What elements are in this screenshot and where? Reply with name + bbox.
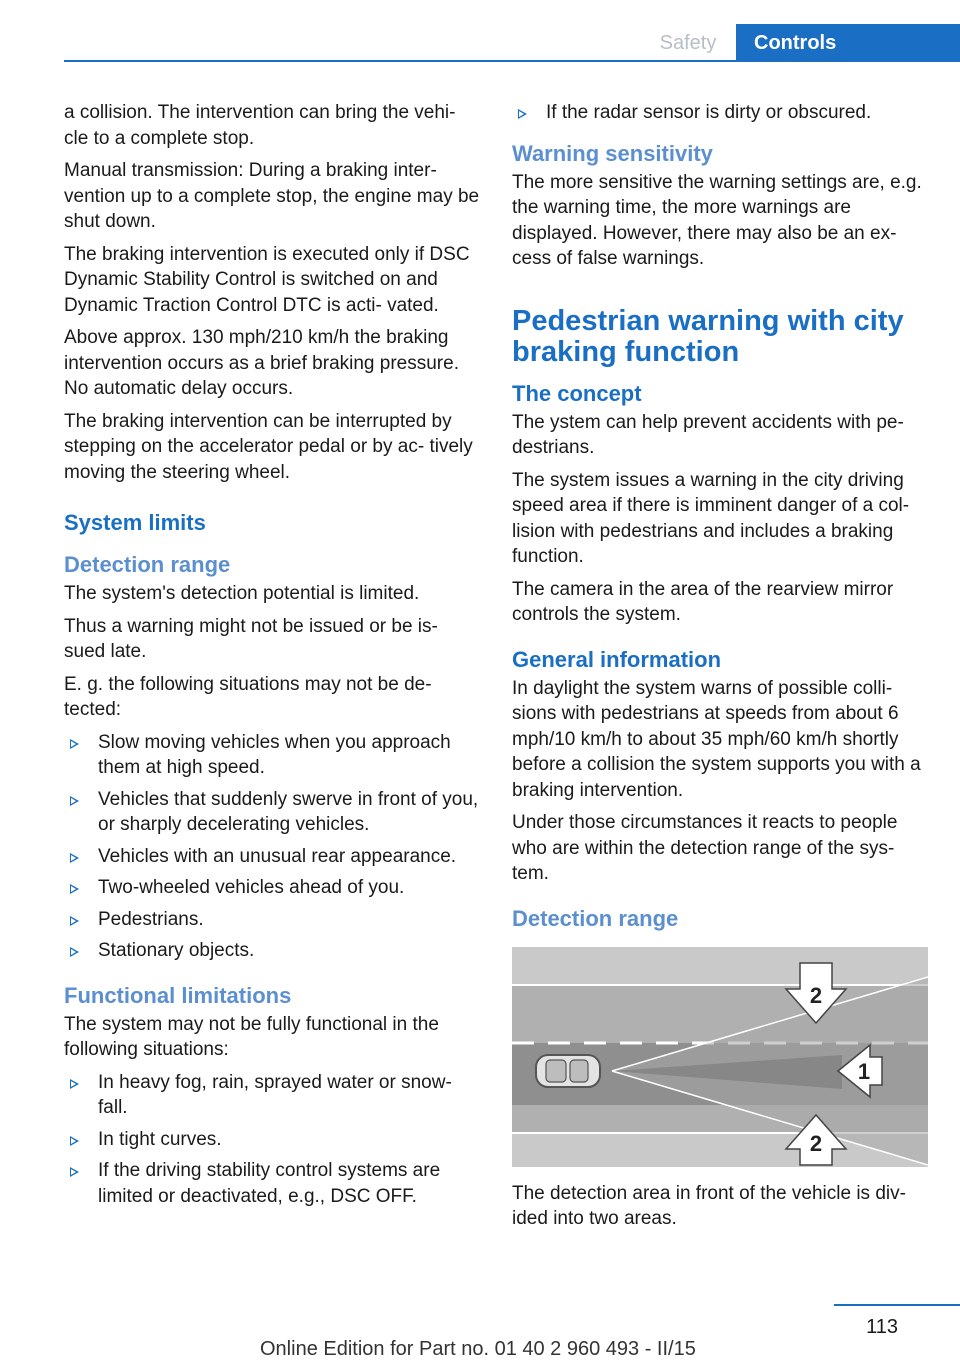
paragraph: In daylight the system warns of possible colli‐ sions with pedestrians at speeds from about 6 mph/10 km/h to about 35 mph/60 km/h shortly before a collision the system supports you with a braking intervention. (512, 677, 921, 801)
list-item: Stationary objects. (64, 938, 480, 964)
bullet-triangle-icon (518, 109, 527, 119)
bullet-triangle-icon (70, 1167, 79, 1177)
heading-the-concept: The concept (512, 380, 642, 406)
list-item: If the driving stability control systems are limited or deactivated, e.g., DSC OFF. (64, 1158, 480, 1209)
page-number: 113 (866, 1316, 898, 1338)
paragraph: E. g. the following situations may not be de‐ tected: (64, 673, 432, 720)
radar-limitation-list (512, 100, 928, 126)
heading-detection-range-right: Detection range (512, 905, 679, 931)
paragraph: The braking intervention is executed only if DSC Dynamic Stability Control is switched on and Dynamic Traction Control DTC is acti‐ vated. (64, 243, 470, 316)
bullet-triangle-icon (70, 853, 79, 863)
detection-range-figure (512, 947, 928, 1167)
svg-text:1: 1 (857, 1058, 871, 1084)
bullet-triangle-icon (70, 739, 79, 749)
footer-rule (834, 1304, 960, 1306)
list-item: Two-wheeled vehicles ahead of you. (64, 875, 480, 901)
paragraph: Manual transmission: During a braking inter‐ vention up to a complete stop, the engine may be shut down. (64, 160, 480, 232)
right-column (512, 100, 928, 1239)
bullet-triangle-icon (70, 1136, 79, 1146)
bullet-triangle-icon (70, 884, 79, 894)
header-rule (64, 60, 960, 62)
left-column (64, 100, 480, 1215)
list-item: In tight curves. (64, 1127, 480, 1153)
figure-caption: The detection area in front of the vehicle is div‐ ided into two areas. (512, 1182, 906, 1229)
functional-limitations-list (64, 1070, 480, 1210)
bullet-triangle-icon (70, 1079, 79, 1089)
heading-functional-limitations: Functional limitations (64, 982, 292, 1008)
vehicle-icon (536, 1055, 600, 1087)
svg-text:2: 2 (809, 982, 823, 1008)
paragraph: a collision. The intervention can bring the vehi‐ cle to a complete stop. (64, 102, 456, 149)
header-section-safety: Safety (659, 31, 717, 54)
list-item: Vehicles with an unusual rear appearance. (64, 844, 480, 870)
paragraph: The system may not be fully functional in the following situations: (64, 1013, 439, 1060)
header-chapter-controls: Controls (736, 24, 960, 62)
paragraph: The camera in the area of the rearview mirror controls the system. (512, 578, 894, 625)
edition-note: Online Edition for Part no. 01 40 2 960 493 - II/15 (260, 1338, 696, 1360)
paragraph: The system issues a warning in the city driving speed area if there is imminent danger of a col‐ lision with pedestrians and includes a braking function. (512, 469, 910, 567)
paragraph: The braking intervention can be interrupted by stepping on the accelerator pedal or by ac‐ tively moving the steering wheel. (64, 410, 473, 483)
list-item: Vehicles that suddenly swerve in front of you, or sharply decelerating vehicles. (64, 787, 480, 838)
heading-detection-range: Detection range (64, 552, 231, 577)
list-item: Slow moving vehicles when you approach them at high speed. (64, 730, 480, 781)
paragraph: Thus a warning might not be issued or be is‐ sued late. (64, 615, 438, 662)
bullet-triangle-icon (70, 916, 79, 926)
paragraph: The more sensitive the warning settings are, e.g. the warning time, the more warnings are displayed. However, there may also be an ex‐ cess of false warnings. (512, 171, 922, 269)
heading-pedestrian-warning: Pedestrian warning with city braking function (512, 304, 904, 368)
list-item: Pedestrians. (64, 907, 480, 933)
heading-warning-sensitivity: Warning sensitivity (512, 140, 713, 166)
paragraph: Under those circumstances it reacts to people who are within the detection range of the sys‐ tem. (512, 812, 898, 884)
bullet-triangle-icon (70, 796, 79, 806)
paragraph: The ystem can help prevent accidents with pe‐ destrians. (512, 411, 904, 458)
paragraph: The system's detection potential is limited. (64, 583, 420, 604)
bullet-triangle-icon (70, 947, 79, 957)
list-item: If the radar sensor is dirty or obscured. (512, 100, 928, 126)
svg-text:2: 2 (809, 1130, 823, 1156)
heading-general-information: General information (512, 646, 722, 672)
list-item: In heavy fog, rain, sprayed water or snow‐ fall. (64, 1070, 480, 1121)
paragraph: Above approx. 130 mph/210 km/h the braking intervention occurs as a brief braking pressure. No automatic delay occurs. (64, 327, 459, 399)
heading-system-limits: System limits (64, 510, 206, 535)
undetected-situations-list (64, 730, 480, 964)
